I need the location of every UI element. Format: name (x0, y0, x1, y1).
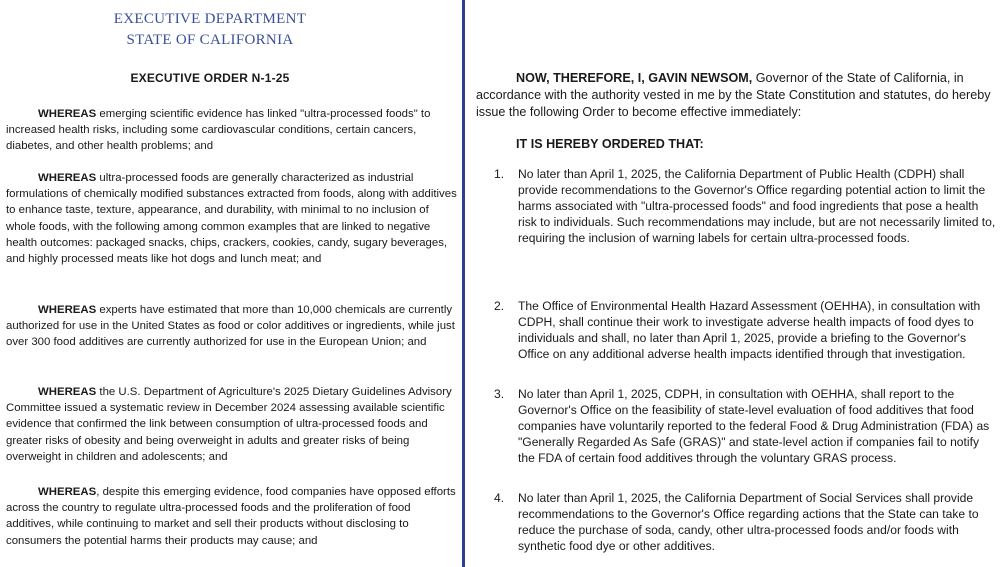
item-number: 3. (494, 387, 505, 401)
preamble-text: Governor of the State of California, in accordance with the authority vested in me by the State Constitution and statutes, do hereby issue the following Order to become effective immediately: (476, 71, 991, 119)
order-preamble (476, 70, 996, 121)
whereas-paragraph-1 (6, 106, 458, 155)
whereas-label: WHEREAS (38, 304, 97, 316)
whereas-text: , despite this emerging evidence, food companies have opposed efforts across the country to regulate ultra-processed foods and the proliferation of food additives, while continuing to market and sell their products without disclosing to consumers the potential harms their products may cause; and (6, 486, 456, 547)
department-heading: EXECUTIVE DEPARTMENT (113, 11, 307, 27)
whereas-label: WHEREAS (38, 108, 97, 120)
whereas-label: WHEREAS (38, 172, 97, 184)
page-divider (462, 0, 465, 567)
ordered-heading: IT IS HEREBY ORDERED THAT: (516, 137, 704, 151)
whereas-label: WHEREAS (38, 486, 97, 498)
left-page (0, 0, 462, 567)
item-text: No later than April 1, 2025, the California Department of Public Health (CDPH) shall provide recommendations to the Governor's Office regarding potential action to limit the harms associated with "ultra-processed foods" and food ingredients that pose a health risk to individuals. Such recommendations may include, but are not necessarily limited to, requiring the inclusion of warning labels for certain ultra-processed foods. (518, 167, 996, 245)
whereas-paragraph-4 (6, 384, 458, 465)
order-item-4 (494, 490, 996, 554)
whereas-text: experts have estimated that more than 10,000 chemicals are currently authorized for use in the United States as food or color additives or ingredients, while just over 300 food additives are currently authorized for use in the European Union; and (6, 304, 455, 349)
order-title: EXECUTIVE ORDER N-1-25 (130, 71, 290, 85)
item-number: 1. (494, 167, 505, 181)
whereas-text: the U.S. Department of Agriculture's 2025 Dietary Guidelines Advisory Committee issued a systematic review in December 2024 assessing available scientific evidence that confirmed the link between consumption of ultra-processed foods and greater risks of obesity and being overweight in adults and greater risks of being overweight in children and adolescents; and (6, 386, 452, 463)
order-item-2 (494, 298, 996, 362)
item-text: No later than April 1, 2025, the California Department of Social Services shall provide recommendations to the Governor's Office regarding actions that the State can take to reduce the purchase of soda, candy, other ultra-processed foods and/or foods with synthetic food dye or other additives. (518, 491, 979, 553)
order-item-3 (494, 386, 996, 466)
item-text: No later than April 1, 2025, CDPH, in consultation with OEHHA, shall report to the Governor's Office on the feasibility of state-level evaluation of food additives that food companies have voluntarily reported to the federal Food & Drug Administration (FDA) as "Generally Regarded As Safe (GRAS)" and state-level action if companies fail to notify the FDA of certain food additives through the voluntary GRAS process. (518, 387, 990, 465)
governor-declaration: NOW, THEREFORE, I, GAVIN NEWSOM, (516, 71, 753, 85)
item-number: 4. (494, 491, 505, 505)
right-page (466, 0, 1000, 567)
order-item-1 (494, 166, 996, 246)
whereas-text: ultra-processed foods are generally characterized as industrial formulations of chemically modified substances extracted from foods, along with additives to enhance taste, texture, appearance, and durability, with minimal to no inclusion of whole foods, with the following among common examples that are linked to negative health outcomes: packaged snacks, chips, crackers, cookies, candy, sugary beverages, and highly processed meats like hot dogs and lunch meat; and (6, 172, 457, 266)
whereas-text: emerging scientific evidence has linked "ultra-processed foods" to increased health risks, including some cardiovascular conditions, certain cancers, diabetes, and other health problems; and (6, 108, 431, 153)
state-heading: STATE OF CALIFORNIA (126, 32, 294, 48)
whereas-paragraph-3 (6, 302, 458, 351)
whereas-paragraph-2 (6, 170, 458, 267)
item-number: 2. (494, 299, 505, 313)
item-text: The Office of Environmental Health Hazard Assessment (OEHHA), in consultation with CDPH, shall continue their work to investigate adverse health impacts of food dyes to individuals and shall, no later than April 1, 2025, provide a briefing to the Governor's Office on any additional adverse health impacts identified through that investigation. (518, 299, 981, 361)
whereas-paragraph-5 (6, 484, 458, 549)
whereas-label: WHEREAS (38, 386, 97, 398)
